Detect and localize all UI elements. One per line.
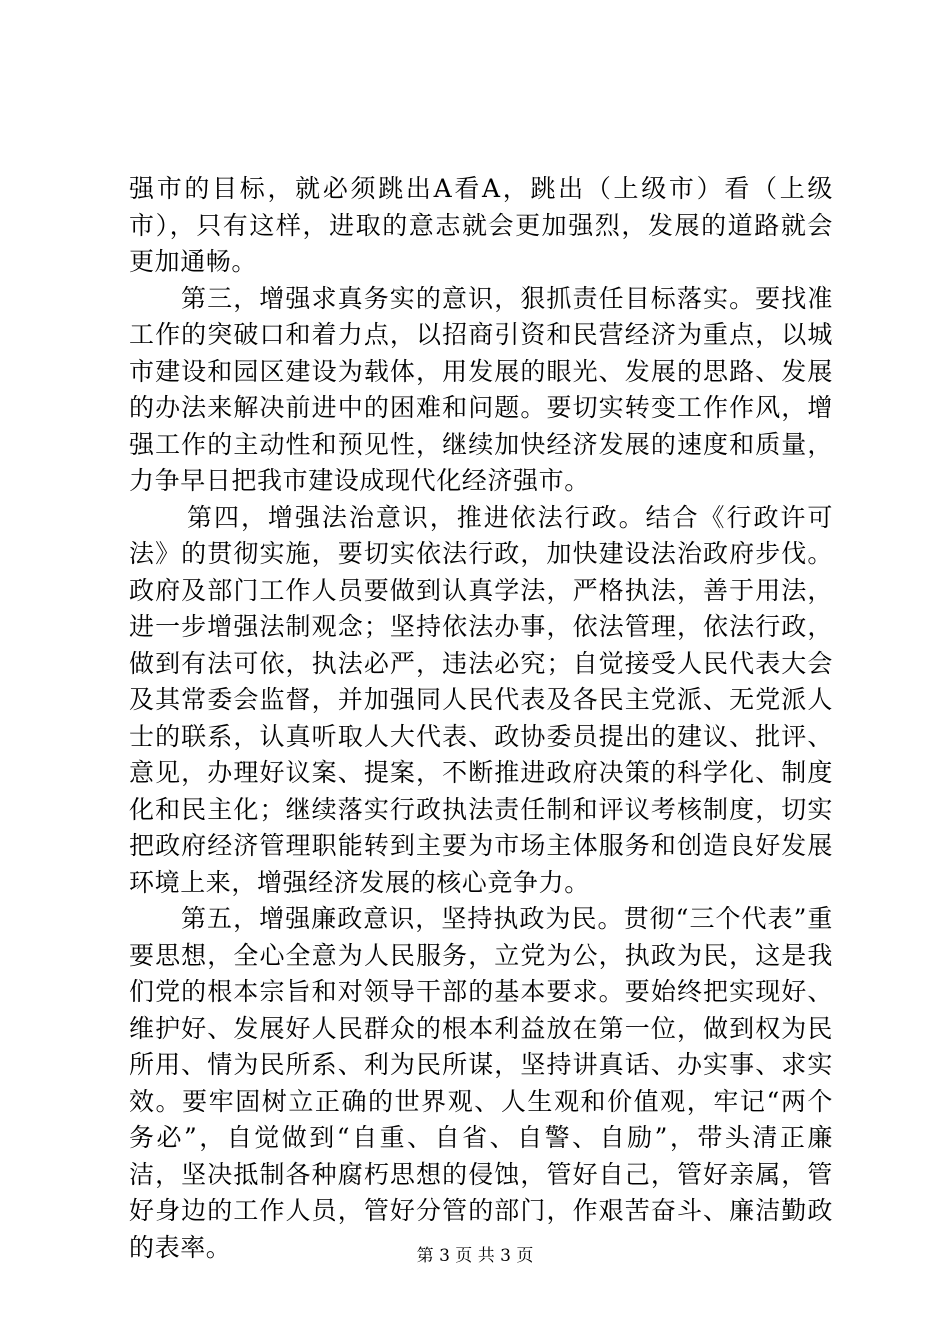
document-body (129, 171, 833, 1266)
paragraph-continued: 强市的目标，就必须跳出A看A，跳出（上级市）看（上级市），只有这样，进取的意志就会更加强烈，发展的道路就会更加通畅。 (129, 174, 833, 276)
paragraph-fourth-point: 第四，增强法治意识，推进依法行政。结合《行政许可法》的贯彻实施，要切实依法行政，加快建设法治政府步伐。政府及部门工作人员要做到认真学法，严格执法，善于用法，进一步增强法制观念；坚持依法办事，依法管理，依法行政，做到有法可依，执法必严，违法必究；自觉接受人民代表大会及其常委会监督，并加强同人民代表及各民主党派、无党派人士的联系，认真听取人大代表、政协委员提出的建议、批评、意见，办理好议案、提案，不断推进政府决策的科学化、制度化和民主化；继续落实行政执法责任制和评议考核制度，切实把政府经济管理职能转到主要为市场主体服务和创造良好发展环境上来，增强经济发展的核心竞争力。 (129, 502, 833, 897)
paragraph-fifth-point: 第五，增强廉政意识，坚持执政为民。贯彻“三个代表”重要思想，全心全意为人民服务，立党为公，执政为民，这是我们党的根本宗旨和对领导干部的基本要求。要始终把实现好、维护好、发展好人民群众的根本利益放在第一位，做到权为民所用、情为民所系、利为民所谋，坚持讲真话、办实事、求实效。要牢固树立正确的世界观、人生观和价值观，牢记“两个务必”，自觉做到“自重、自省、自警、自励”，带头清正廉洁，坚决抵制各种腐朽思想的侵蚀，管好自己，管好亲属，管好身边的工作人员，管好分管的部门，作艰苦奋斗、廉洁勤政的表率。 (129, 904, 833, 1262)
paragraph-third-point: 第三，增强求真务实的意识，狠抓责任目标落实。要找准工作的突破口和着力点，以招商引资和民营经济为重点，以城市建设和园区建设为载体，用发展的眼光、发展的思路、发展的办法来解决前进中的困难和问题。要切实转变工作作风，增强工作的主动性和预见性，继续加快经济发展的速度和质量，力争早日把我市建设成现代化经济强市。 (129, 283, 833, 495)
page-footer: 第 3 页 共 3 页 (416, 1246, 534, 1266)
